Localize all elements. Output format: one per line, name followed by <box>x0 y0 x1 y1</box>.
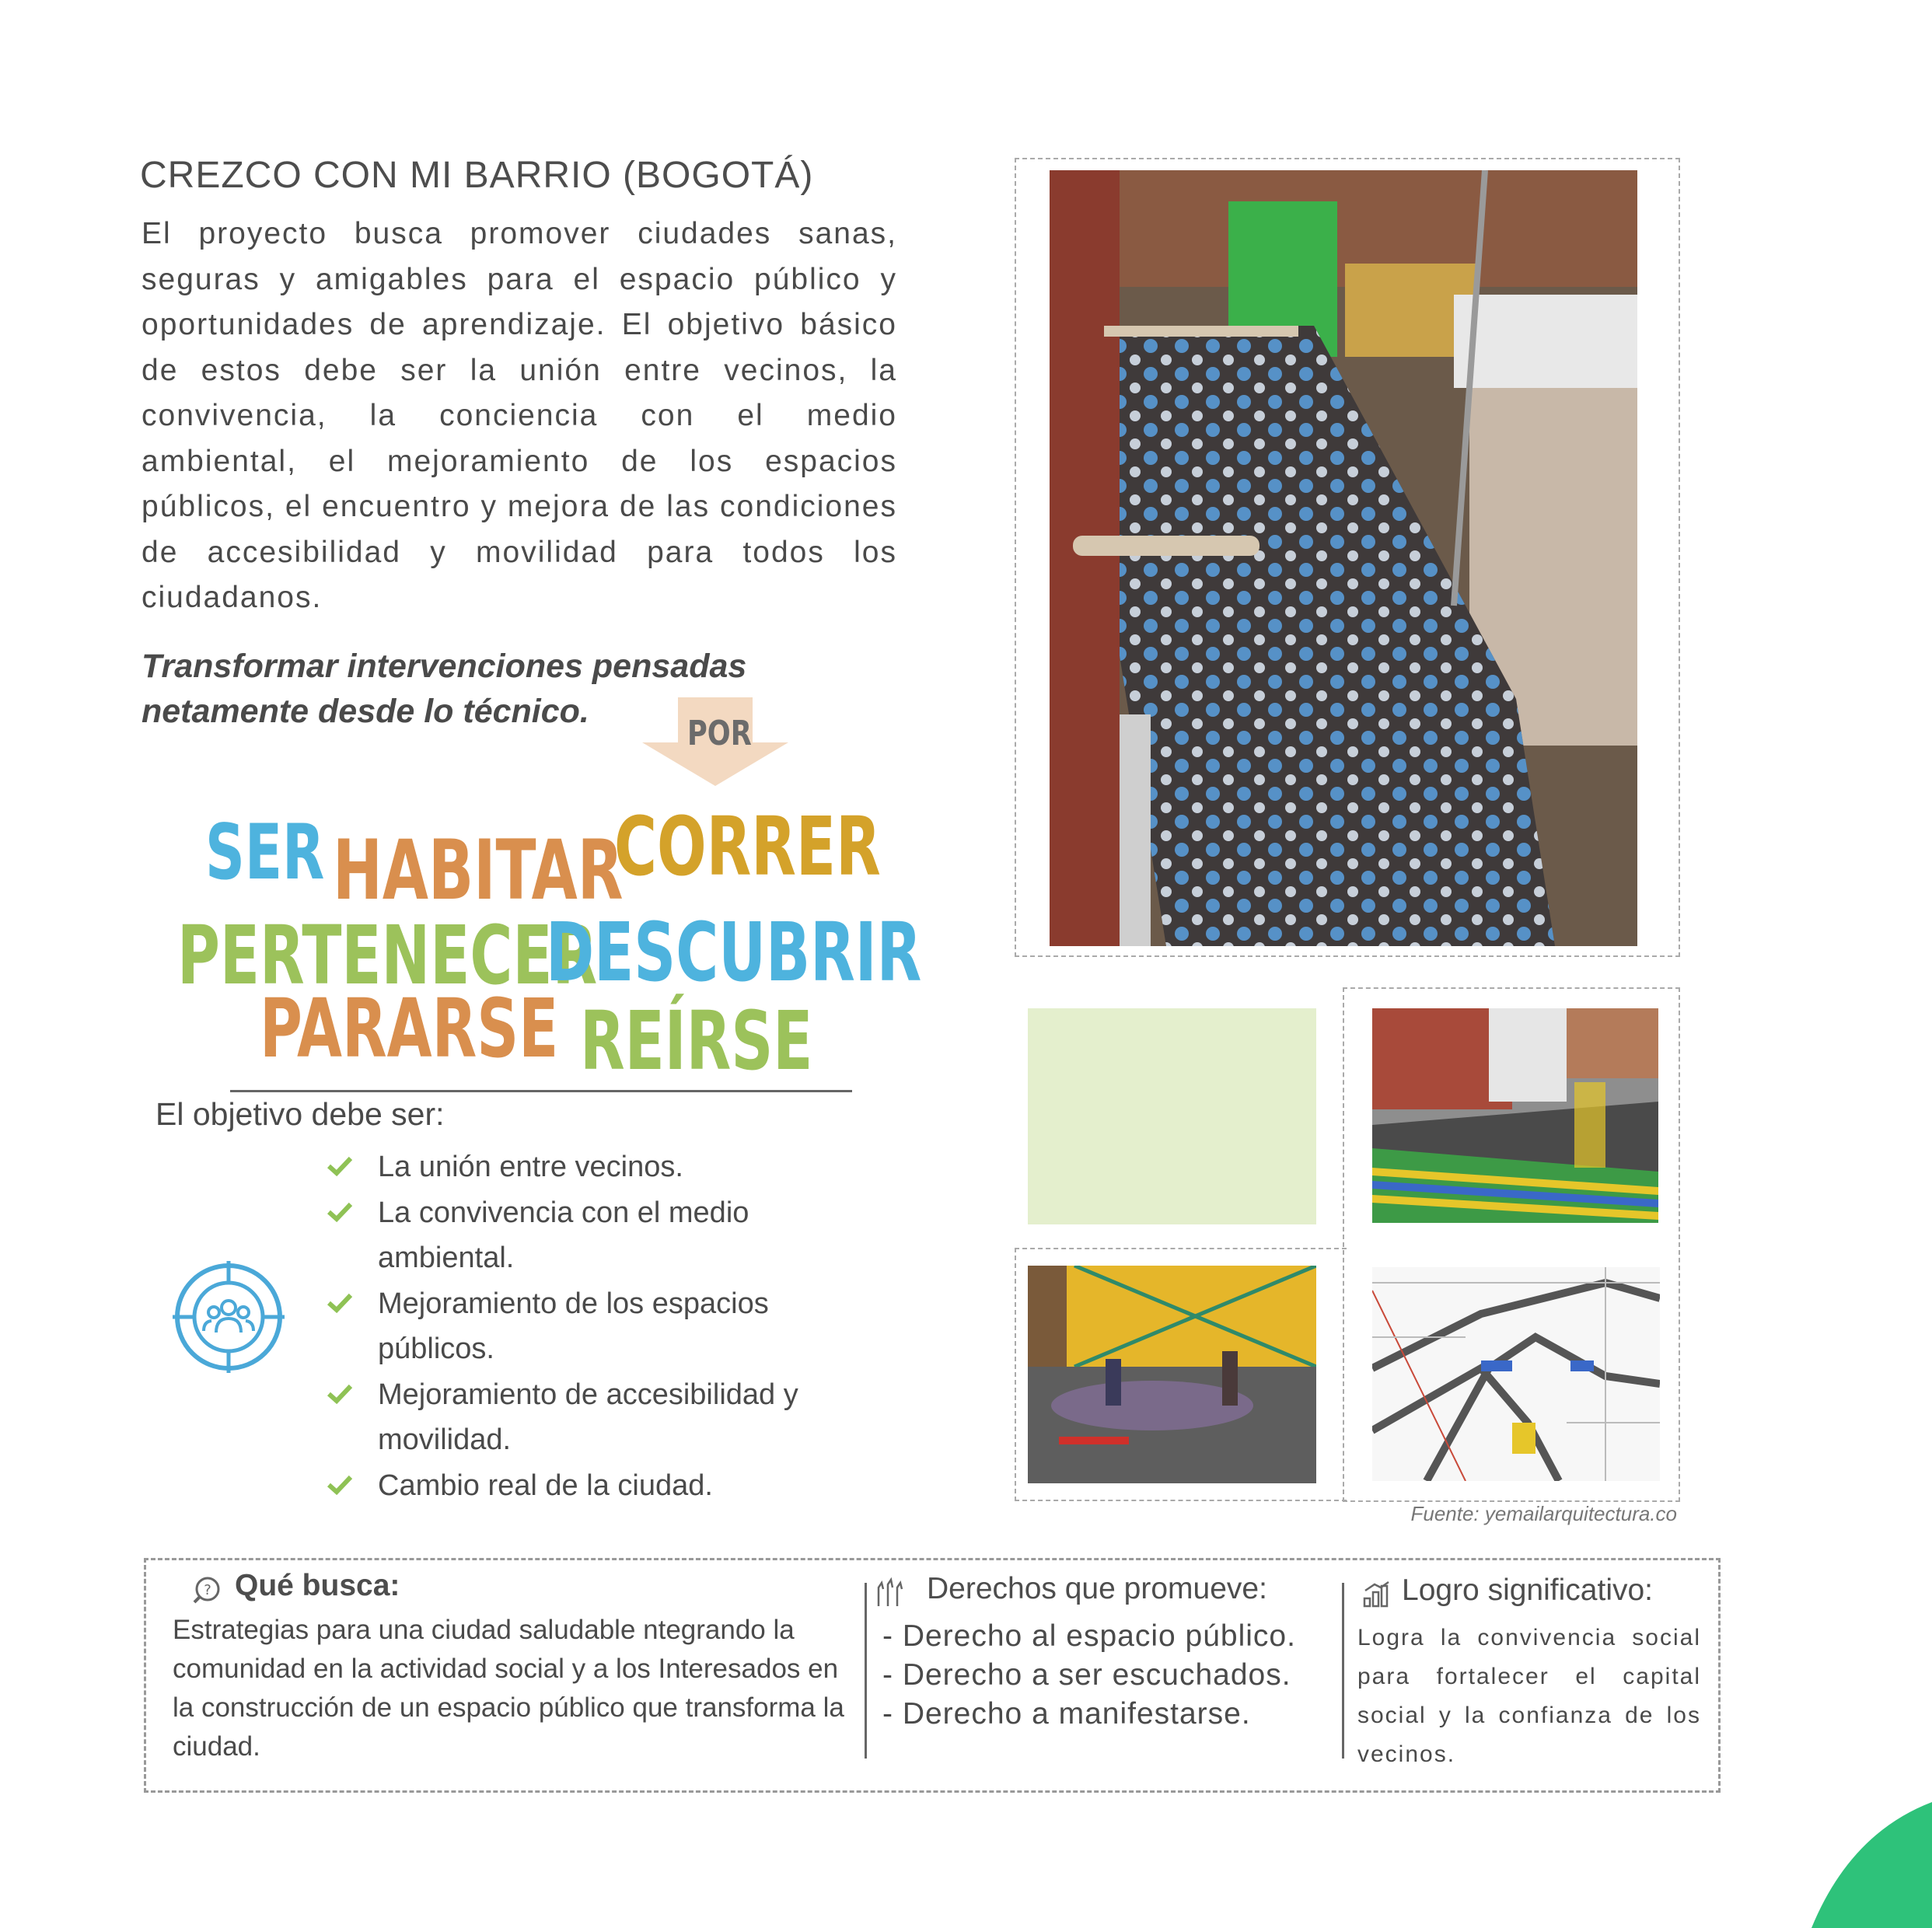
derechos-list <box>882 1617 1296 1734</box>
objective-text: Mejoramiento de los espacios públicos. <box>378 1287 769 1365</box>
derecho-item: - Derecho a ser escuchados. <box>882 1658 1291 1692</box>
intro-paragraph: El proyecto busca promover ciudades sanas, seguras y amigables para el espacio público y oportunidades de aprendizaje. El objetivo básico de estos debe ser la unión entre vecinos, la convivencia, la conciencia con el medio ambiental, el mejoramiento de los espacios públicos, el encuentro y mejora de las condiciones de accesibilidad y movilidad para todos los ciudadanos. <box>141 217 897 614</box>
check-icon <box>327 1155 353 1177</box>
logro-text: Logra la convivencia social para fortalecer el capital social y la confianza de los vecinos. <box>1357 1625 1701 1767</box>
community-target-icon <box>171 1259 286 1374</box>
por-label: POR <box>687 714 752 753</box>
objective-item <box>327 1144 886 1190</box>
raised-hands-icon <box>874 1577 907 1608</box>
children-activity-photo <box>1028 1266 1316 1483</box>
transform-line-1: Transformar intervenciones pensadas <box>141 648 747 685</box>
word-correr: CORRER <box>614 799 881 894</box>
word-pararse: PARARSE <box>260 981 559 1076</box>
source-caption: Fuente: yemailarquitectura.co <box>1410 1502 1677 1525</box>
crosswalk-photo <box>1372 1008 1658 1223</box>
objective-item <box>327 1190 886 1281</box>
column-divider <box>1342 1583 1344 1759</box>
objective-item <box>327 1372 886 1463</box>
check-icon <box>327 1474 353 1496</box>
main-photo-frame <box>1015 158 1680 957</box>
corner-decoration <box>1811 1802 1932 1928</box>
check-icon <box>327 1292 353 1314</box>
derecho-item: - Derecho al espacio público. <box>882 1619 1296 1653</box>
derecho-item: - Derecho a manifestarse. <box>882 1697 1251 1731</box>
transform-line-2: netamente desde lo técnico. <box>141 693 589 730</box>
derechos-heading: Derechos que promueve: <box>927 1572 1267 1605</box>
word-habitar: HABITAR <box>333 823 624 918</box>
street-mural-photo <box>1050 170 1637 946</box>
check-icon <box>327 1383 353 1405</box>
intersection-plan-diagram <box>1372 1267 1660 1481</box>
section-divider <box>230 1090 852 1092</box>
column-divider <box>865 1583 867 1759</box>
busca-heading: Qué busca: <box>235 1569 400 1602</box>
objective-text: Cambio real de la ciudad. <box>378 1469 713 1502</box>
word-ser: SER <box>205 809 325 897</box>
logro-heading: Logro significativo: <box>1402 1573 1654 1607</box>
objective-text: La unión entre vecinos. <box>378 1151 683 1183</box>
objective-item <box>327 1281 886 1372</box>
page-title: CREZCO CON MI BARRIO (BOGOTÁ) <box>140 155 814 196</box>
objective-item <box>327 1463 886 1509</box>
word-pertenecer: PERTENECER <box>177 908 598 1003</box>
busca-text: Estrategias para una ciudad saludable ntegrando la comunidad en la actividad social y a los Interesados en la construcción de un espacio público que transforma la ciudad. <box>173 1615 844 1762</box>
word-descubrir: DESCUBRIR <box>546 905 922 1000</box>
objective-list <box>327 1144 886 1508</box>
question-search-icon <box>192 1575 222 1605</box>
objective-heading: El objetivo debe ser: <box>155 1096 445 1132</box>
objective-text: La convivencia con el medio ambiental. <box>378 1196 749 1274</box>
green-color-block <box>1028 1008 1316 1224</box>
growth-chart-icon <box>1362 1581 1392 1608</box>
svg-text:?: ? <box>204 1582 211 1598</box>
word-reirse: REÍRSE <box>580 994 813 1088</box>
check-icon <box>327 1201 353 1223</box>
objective-text: Mejoramiento de accesibilidad y movilidad. <box>378 1378 798 1456</box>
